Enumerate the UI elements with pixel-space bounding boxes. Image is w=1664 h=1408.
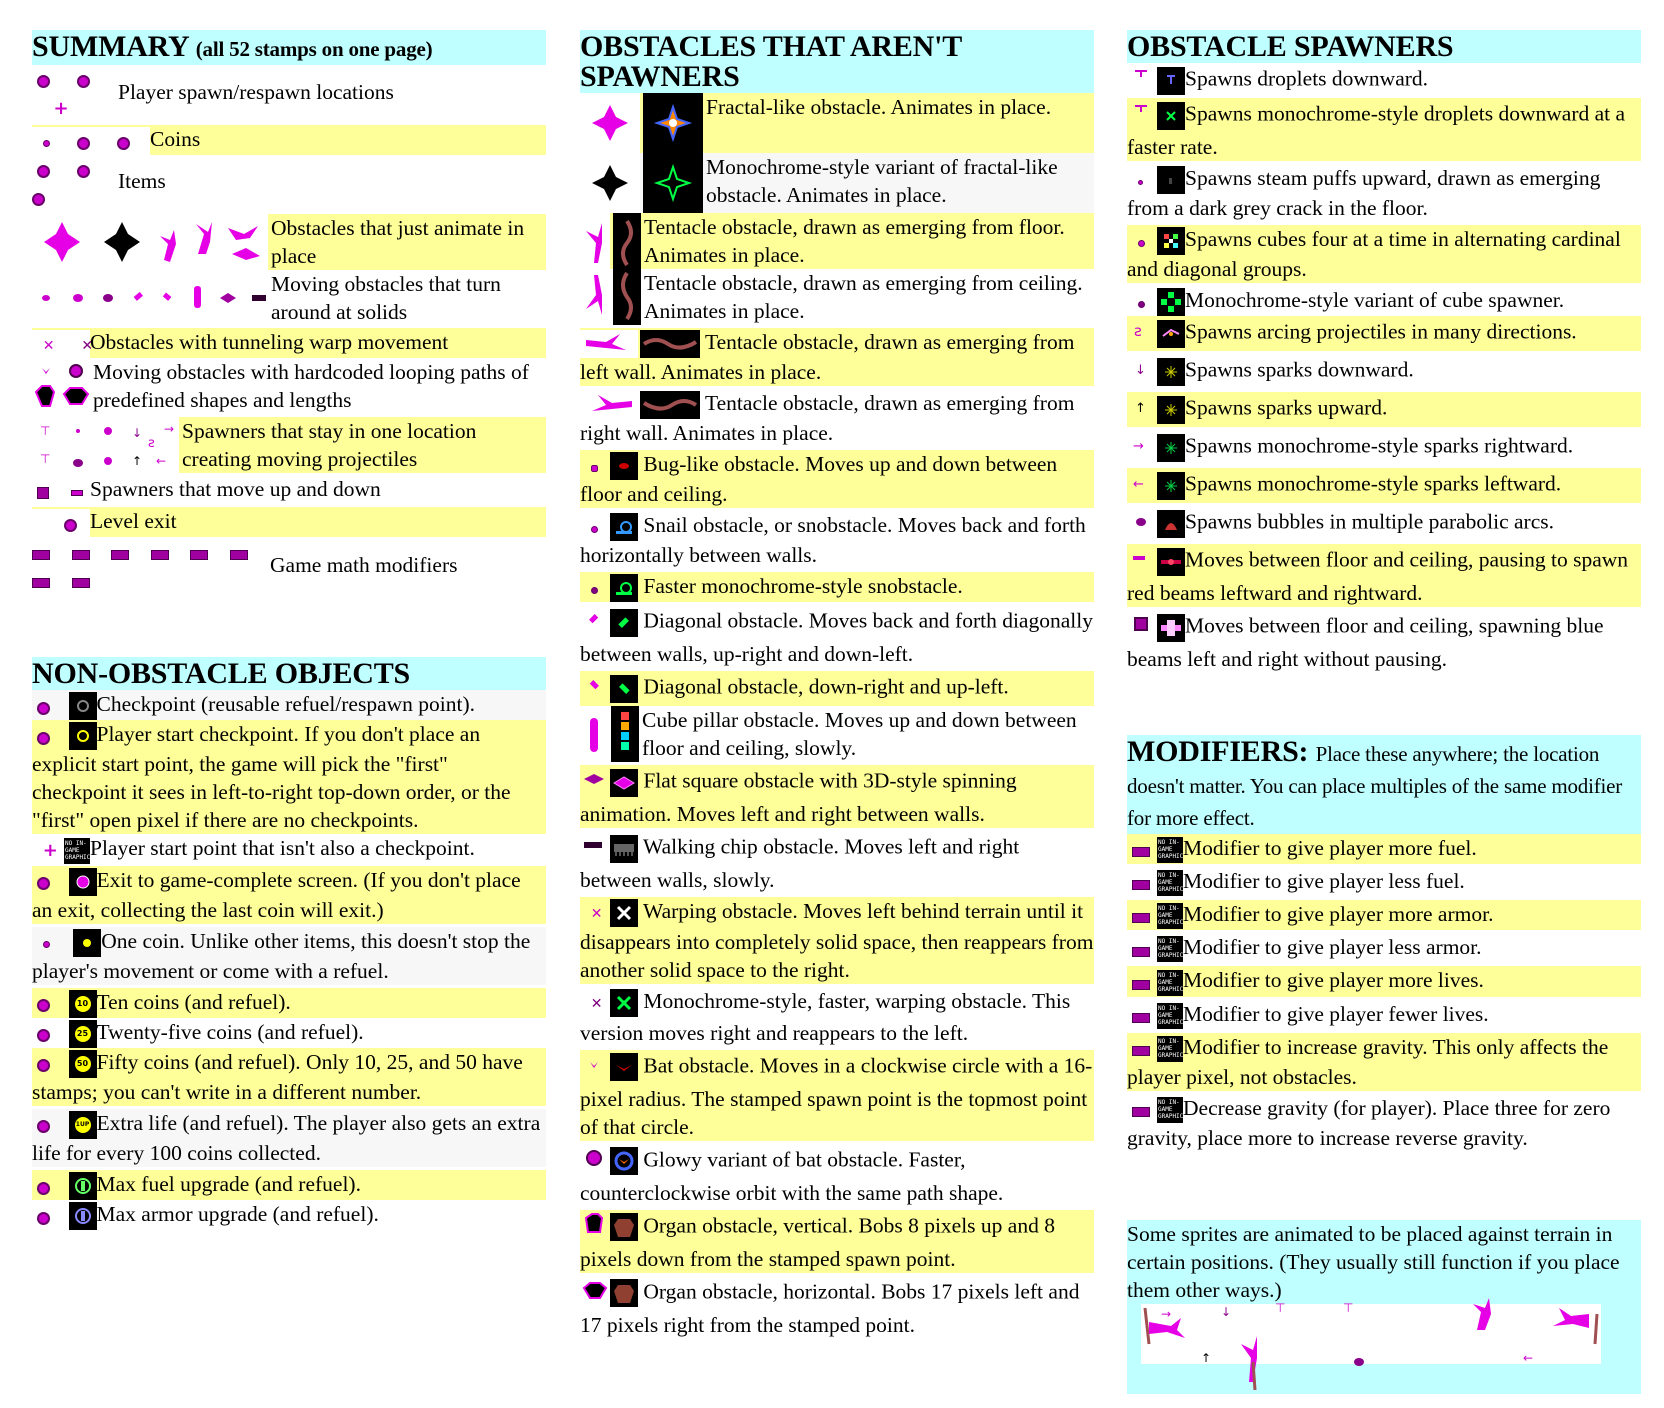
no-ingame-graphic-icon: NO IN-GAME GRAPHIC: [1157, 903, 1183, 929]
modifier-stamp-icon: [1127, 1096, 1155, 1124]
modifiers-heading: MODIFIERS: Place these anywhere; the location doesn't matter. You can place multiples of the same modifier for more effect.: [1127, 735, 1641, 834]
cube-pillar-sprite-icon: [611, 706, 639, 762]
sparks-down-sprite-icon: [1157, 358, 1185, 386]
extra-life-stamp-icon: [32, 1111, 67, 1139]
summary-row-looping: Moving obstacles with hardcoded looping paths of predefined shapes and lengths: [32, 358, 546, 414]
ten-coins-stamp-icon: [32, 990, 67, 1018]
svg-text:↓: ↓: [1221, 1304, 1232, 1319]
one-coin-stamp-icon: [32, 929, 71, 957]
exit-sprite-icon: [69, 868, 97, 896]
svg-text:←: ←: [1133, 477, 1144, 493]
tentacle-ceiling-sprite-icon: [613, 269, 641, 325]
flat-square-stamp-icon: [580, 765, 608, 800]
spawner-bubbles-row: Spawns bubbles in multiple parabolic arcs.: [1127, 506, 1641, 541]
sparks-down-stamp-icon: [1127, 354, 1155, 389]
no-ingame-graphic-icon: NO IN-GAME GRAPHIC: [1157, 1097, 1183, 1123]
spawner-stamps-icon: [32, 417, 179, 473]
snail-mono-stamp-icon: [580, 574, 608, 602]
mono-cube-spawner-sprite-icon: [1157, 288, 1185, 316]
modifier-stamps-icon: [32, 539, 270, 595]
svg-text:←: ←: [1523, 1350, 1534, 1365]
checkpoint-row: Checkpoint (reusable refuel/respawn point).: [32, 690, 546, 720]
warping-mono-sprite-icon: [610, 989, 638, 1017]
extra-life-row: 1UP Extra life (and refuel). The player also gets an extra life for every 100 coins collected.: [32, 1109, 546, 1167]
tentacle-right-row: Tentacle obstacle, drawn as emerging from right wall. Animates in place.: [580, 389, 1094, 447]
one-coin-sprite-icon: [73, 929, 101, 957]
modifier-less-fuel-row: NO IN-GAME GRAPHICModifier to give player less fuel.: [1127, 867, 1641, 897]
diagonal-stamp-icon: [580, 605, 608, 640]
modifier-more-armor-row: NO IN-GAME GRAPHICModifier to give player more armor.: [1127, 900, 1641, 930]
moving-spawner-stamps-icon: [32, 477, 90, 505]
blue-beam-spawner-sprite-icon: [1157, 614, 1185, 642]
no-ingame-graphic-icon: NO IN-GAME GRAPHIC: [1157, 970, 1183, 996]
tentacle-left-sprite-icon: [640, 330, 700, 358]
droplet-spawner-sprite-icon: [1157, 67, 1185, 95]
ten-coins-row: 10 Ten coins (and refuel).: [32, 988, 546, 1018]
bubble-spawner-sprite-icon: [1157, 510, 1185, 538]
svg-text:→: →: [1133, 439, 1144, 455]
column-right: [1127, 30, 1641, 1394]
modifier-stamp-icon: [1127, 969, 1155, 997]
summary-row-spawn: +Player spawn/respawn locations: [32, 65, 546, 123]
diagonal-reverse-stamp-icon: [580, 671, 608, 706]
svg-text:→: →: [164, 422, 175, 437]
looping-obstacles-icon: [32, 358, 90, 414]
warping-mono-stamp-icon: ✕: [590, 996, 603, 1013]
summary-row-items: Items: [32, 155, 546, 211]
organ-vertical-row: Organ obstacle, vertical. Bobs 8 pixels up and 8 pixels down from the stamped spawn point.: [580, 1210, 1094, 1273]
max-armor-row: Max armor upgrade (and refuel).: [32, 1200, 546, 1230]
spawner-mono-droplets-row: Spawns monochrome-style droplets downward at a faster rate.: [1127, 98, 1641, 161]
warp-obstacles-icon: ✕ ✕: [32, 330, 90, 358]
tentacle-ceiling-stamp-icon: [580, 269, 610, 325]
blue-beam-spawner-stamp-icon: [1127, 610, 1155, 645]
modifier-decrease-gravity-row: NO IN-GAME GRAPHICDecrease gravity (for player). Place three for zero gravity, place more to increase reverse gravity.: [1127, 1094, 1641, 1152]
cube-pillar-row: Cube pillar obstacle. Moves up and down between floor and ceiling, slowly.: [580, 706, 1094, 762]
start-checkpoint-stamp-icon: [32, 722, 67, 750]
bat-sprite-icon: [610, 1053, 638, 1081]
start-checkpoint-row: Player start checkpoint. If you don't place an explicit start point, the game will pick the "first" checkpoint it sees in left-to-right top-down order, or the "first" open pixel if there are no checkpoints.: [32, 720, 546, 834]
svg-text:↑: ↑: [1201, 1350, 1212, 1365]
sparks-right-stamp-icon: [1127, 430, 1155, 465]
exit-game-row: Exit to game-complete screen. (If you don't place an exit, collecting the last coin will exit.): [32, 866, 546, 924]
droplet-spawner-stamp-icon: [1127, 63, 1155, 98]
organ-vertical-stamp-icon: [580, 1210, 608, 1245]
svg-text:⊤: ⊤: [40, 452, 51, 467]
svg-text:ƨ: ƨ: [1134, 322, 1142, 341]
bug-stamp-icon: [580, 452, 608, 480]
summary-row-moving: Moving obstacles that turn around at solids: [32, 270, 546, 326]
red-beam-spawner-stamp-icon: [1127, 544, 1155, 579]
spawner-arcing-row: ƨ Spawns arcing projectiles in many directions.: [1127, 316, 1641, 351]
checkpoint-sprite-icon: [69, 692, 97, 720]
cube-spawner-sprite-icon: [1157, 227, 1185, 255]
placement-examples-canvas: [1141, 1300, 1601, 1365]
walking-chip-sprite-icon: [610, 835, 638, 863]
snail-row: Snail obstacle, or snobstacle. Moves back and forth horizontally between walls.: [580, 511, 1094, 569]
fifty-coins-sprite-icon: 50: [69, 1050, 97, 1078]
twenty-five-coins-stamp-icon: [32, 1020, 67, 1048]
tentacle-ceiling-row: Tentacle obstacle, drawn as emerging from ceiling. Animates in place.: [580, 269, 1094, 325]
modifier-stamp-icon: [1127, 869, 1155, 897]
moving-obstacles-icon: [32, 270, 268, 326]
tentacle-left-row: Tentacle obstacle, drawn as emerging from left wall. Animates in place.: [580, 328, 1094, 386]
svg-text:↓: ↓: [132, 426, 143, 441]
summary-heading: SUMMARY (all 52 stamps on one page): [32, 30, 546, 65]
non-obstacle-heading: NON-OBSTACLE OBJECTS: [32, 657, 546, 690]
bat-glowy-stamp-icon: [580, 1144, 608, 1179]
spawner-sparks-right-row: → Spawns monochrome-style sparks rightward.: [1127, 430, 1641, 465]
svg-text:↑: ↑: [132, 454, 143, 469]
bug-sprite-icon: [610, 452, 638, 480]
steam-spawner-stamp-icon: [1127, 166, 1155, 194]
placement-note-text: Some sprites are animated to be placed against terrain in certain positions. (They usually still function if you place them other ways.): [1127, 1220, 1641, 1304]
fractal-mono-sprite-icon: [643, 153, 703, 213]
sparks-left-stamp-icon: [1127, 468, 1155, 503]
summary-row-coins: Coins: [32, 125, 546, 155]
mono-cube-spawner-stamp-icon: [1127, 288, 1155, 316]
start-point-stamp-icon: +: [42, 840, 58, 862]
exit-stamp-icon: [32, 868, 67, 896]
warping-row: ✕ Warping obstacle. Moves left behind terrain until it disappears into completely solid space, then reappears from another solid space to the right.: [580, 899, 1094, 983]
no-ingame-graphic-icon: NO IN-GAME GRAPHIC: [1157, 1003, 1183, 1029]
placement-note: [1127, 1220, 1641, 1394]
spawner-sparks-down-row: ↓ Spawns sparks downward.: [1127, 354, 1641, 389]
flat-square-row: Flat square obstacle with 3D-style spinning animation. Moves left and right between walls.: [580, 765, 1094, 828]
coin-stamps-icon: [32, 127, 150, 155]
snail-stamp-icon: [580, 513, 608, 541]
snail-mono-sprite-icon: [610, 574, 638, 602]
max-fuel-row: Max fuel upgrade (and refuel).: [32, 1170, 546, 1200]
spawner-steam-row: Spawns steam puffs upward, drawn as emerging from a dark grey crack in the floor.: [1127, 164, 1641, 222]
mono-droplet-spawner-stamp-icon: [1127, 98, 1155, 133]
spawner-sparks-left-row: ← Spawns monochrome-style sparks leftward.: [1127, 468, 1641, 503]
spawner-blue-beams-row: Moves between floor and ceiling, spawning blue beams left and right without pausing.: [1127, 610, 1641, 673]
warping-sprite-icon: [610, 899, 638, 927]
modifier-stamp-icon: [1127, 1035, 1155, 1063]
walking-chip-row: Walking chip obstacle. Moves left and right between walls, slowly.: [580, 831, 1094, 894]
no-ingame-graphic-icon: NO IN-GAME GRAPHIC: [1157, 870, 1183, 896]
sparks-left-sprite-icon: [1157, 472, 1185, 500]
ten-coins-sprite-icon: 10: [69, 990, 97, 1018]
snail-sprite-icon: [610, 513, 638, 541]
sparks-up-sprite-icon: [1157, 396, 1185, 424]
summary-row-warp: ✕ ✕Obstacles with tunneling warp movement: [32, 328, 546, 358]
warping-stamp-icon: ✕: [590, 906, 603, 923]
spawner-sparks-up-row: ↑ Spawns sparks upward.: [1127, 392, 1641, 427]
fractal-mono-stamp-icon: [580, 153, 640, 213]
svg-text:↓: ↓: [1135, 363, 1146, 379]
bat-row: Bat obstacle. Moves in a clockwise circle with a 16-pixel radius. The stamped spawn point is the topmost point of that circle.: [580, 1050, 1094, 1141]
spawner-droplets-row: Spawns droplets downward.: [1127, 63, 1641, 98]
placement-examples: [1127, 1300, 1641, 1394]
warping-mono-row: ✕ Monochrome-style, faster, warping obstacle. This version moves right and reappears to the left.: [580, 987, 1094, 1046]
summary-row-spawners: ⊤ ↓ → ƨ ⊤ ↑ ← Spawners that stay in one location creating moving projectiles: [32, 417, 546, 473]
organ-horizontal-row: Organ obstacle, horizontal. Bobs 17 pixels left and 17 pixels right from the stamped point.: [580, 1276, 1094, 1339]
fractal-mono-row: Monochrome-style variant of fractal-like obstacle. Animates in place.: [580, 153, 1094, 213]
svg-text:↑: ↑: [1135, 401, 1146, 417]
diagonal-sprite-icon: [610, 609, 638, 637]
mono-droplet-spawner-sprite-icon: [1157, 102, 1185, 130]
spawn-stamp-icon: +: [32, 65, 118, 123]
snail-mono-row: Faster monochrome-style snobstacle.: [580, 572, 1094, 602]
fractal-row: Fractal-like obstacle. Animates in place.: [580, 93, 1094, 153]
start-checkpoint-sprite-icon: [69, 722, 97, 750]
svg-text:→: →: [1161, 1306, 1172, 1321]
arcing-spawner-sprite-icon: [1157, 320, 1185, 348]
spawners-heading: OBSTACLE SPAWNERS: [1127, 30, 1641, 63]
bat-glowy-sprite-icon: [610, 1147, 638, 1175]
bug-row: Bug-like obstacle. Moves up and down between floor and ceiling.: [580, 450, 1094, 508]
walking-chip-stamp-icon: [580, 831, 608, 866]
no-ingame-graphic-icon: NO IN-GAME GRAPHIC: [1157, 1036, 1183, 1062]
summary-row-exit: Level exit: [32, 507, 546, 537]
bubble-spawner-stamp-icon: [1127, 506, 1155, 541]
svg-text:⊤: ⊤: [40, 424, 51, 439]
tentacle-right-sprite-icon: [640, 391, 700, 419]
arcing-spawner-stamp-icon: [1127, 316, 1155, 351]
no-ingame-graphic-icon: NO IN-GAME GRAPHIC: [64, 838, 90, 864]
tentacle-floor-stamp-icon: [580, 213, 610, 269]
modifier-stamp-icon: [1127, 836, 1155, 864]
column-middle: [580, 30, 1094, 1339]
max-armor-sprite-icon: [69, 1202, 97, 1230]
summary-row-moving-spawners: Spawners that move up and down: [32, 475, 546, 505]
tentacle-left-stamp-icon: [580, 330, 638, 358]
tentacle-floor-sprite-icon: [613, 213, 641, 269]
svg-text:←: ←: [156, 454, 167, 469]
modifier-stamp-icon: [1127, 1002, 1155, 1030]
exit-stamp-icon: [32, 509, 90, 537]
placement-examples-sprites: [1141, 1300, 1601, 1394]
organ-horizontal-stamp-icon: [580, 1276, 608, 1311]
modifier-stamp-icon: [1127, 902, 1155, 930]
svg-text:⊤: ⊤: [1275, 1300, 1286, 1315]
start-point-row: + NO IN-GAME GRAPHICPlayer start point that isn't also a checkpoint.: [32, 834, 546, 865]
no-ingame-graphic-icon: NO IN-GAME GRAPHIC: [1157, 837, 1183, 863]
organ-horizontal-sprite-icon: [610, 1279, 638, 1307]
flat-square-sprite-icon: [610, 769, 638, 797]
max-armor-stamp-icon: [32, 1202, 67, 1230]
column-left: [32, 30, 546, 1230]
modifier-stamp-icon: [1127, 935, 1155, 963]
tentacle-right-stamp-icon: [580, 391, 638, 419]
steam-spawner-sprite-icon: [1157, 166, 1185, 194]
twenty-five-coins-row: 25 Twenty-five coins (and refuel).: [32, 1018, 546, 1048]
max-fuel-sprite-icon: [69, 1172, 97, 1200]
modifier-fewer-lives-row: NO IN-GAME GRAPHICModifier to give player fewer lives.: [1127, 1000, 1641, 1030]
fifty-coins-stamp-icon: [32, 1050, 67, 1078]
modifier-more-fuel-row: NO IN-GAME GRAPHICModifier to give player more fuel.: [1127, 834, 1641, 864]
sparks-right-sprite-icon: [1157, 434, 1185, 462]
summary-row-animate: Obstacles that just animate in place: [32, 214, 546, 270]
modifier-more-lives-row: NO IN-GAME GRAPHICModifier to give player more lives.: [1127, 966, 1641, 996]
spawner-cubes-row: Spawns cubes four at a time in alternating cardinal and diagonal groups.: [1127, 225, 1641, 283]
animated-obstacles-icon: [32, 214, 268, 270]
fifty-coins-row: 50 Fifty coins (and refuel). Only 10, 25, and 50 have stamps; you can't write in a different number.: [32, 1048, 546, 1106]
no-ingame-graphic-icon: NO IN-GAME GRAPHIC: [1157, 936, 1183, 962]
sparks-up-stamp-icon: [1127, 392, 1155, 427]
diagonal-reverse-row: Diagonal obstacle, down-right and up-left.: [580, 671, 1094, 706]
svg-text:ƨ: ƨ: [148, 436, 155, 452]
diagonal-row: Diagonal obstacle. Moves back and forth diagonally between walls, up-right and down-left.: [580, 605, 1094, 668]
one-coin-row: One coin. Unlike other items, this doesn't stop the player's movement or come with a refuel.: [32, 927, 546, 985]
organ-vertical-sprite-icon: [610, 1213, 638, 1241]
fractal-stamp-icon: [580, 93, 640, 153]
spawner-red-beams-row: Moves between floor and ceiling, pausing to spawn red beams leftward and rightward.: [1127, 544, 1641, 607]
twenty-five-coins-sprite-icon: 25: [69, 1020, 97, 1048]
max-fuel-stamp-icon: [32, 1172, 67, 1200]
cube-pillar-stamp-icon: [580, 706, 608, 762]
obstacles-heading: OBSTACLES THAT AREN'T SPAWNERS: [580, 30, 1094, 93]
item-stamps-icon: [32, 155, 118, 211]
modifier-less-armor-row: NO IN-GAME GRAPHICModifier to give player less armor.: [1127, 933, 1641, 963]
cube-spawner-stamp-icon: [1127, 227, 1155, 255]
extra-life-sprite-icon: 1UP: [69, 1111, 97, 1139]
bat-glowy-row: Glowy variant of bat obstacle. Faster, counterclockwise orbit with the same path shape.: [580, 1144, 1094, 1207]
bat-stamp-icon: [580, 1050, 608, 1085]
summary-row-modifiers: Game math modifiers: [32, 539, 546, 595]
modifier-increase-gravity-row: NO IN-GAME GRAPHICModifier to increase gravity. This only affects the player pixel, not obstacles.: [1127, 1033, 1641, 1091]
red-beam-spawner-sprite-icon: [1157, 548, 1185, 576]
svg-text:⊤: ⊤: [1343, 1300, 1354, 1315]
fractal-sprite-icon: [643, 93, 703, 153]
spawner-cubes-mono-row: Monochrome-style variant of cube spawner.: [1127, 286, 1641, 316]
tentacle-floor-row: Tentacle obstacle, drawn as emerging from floor. Animates in place.: [580, 213, 1094, 269]
diagonal-reverse-sprite-icon: [610, 675, 638, 703]
checkpoint-stamp-icon: [32, 692, 67, 720]
